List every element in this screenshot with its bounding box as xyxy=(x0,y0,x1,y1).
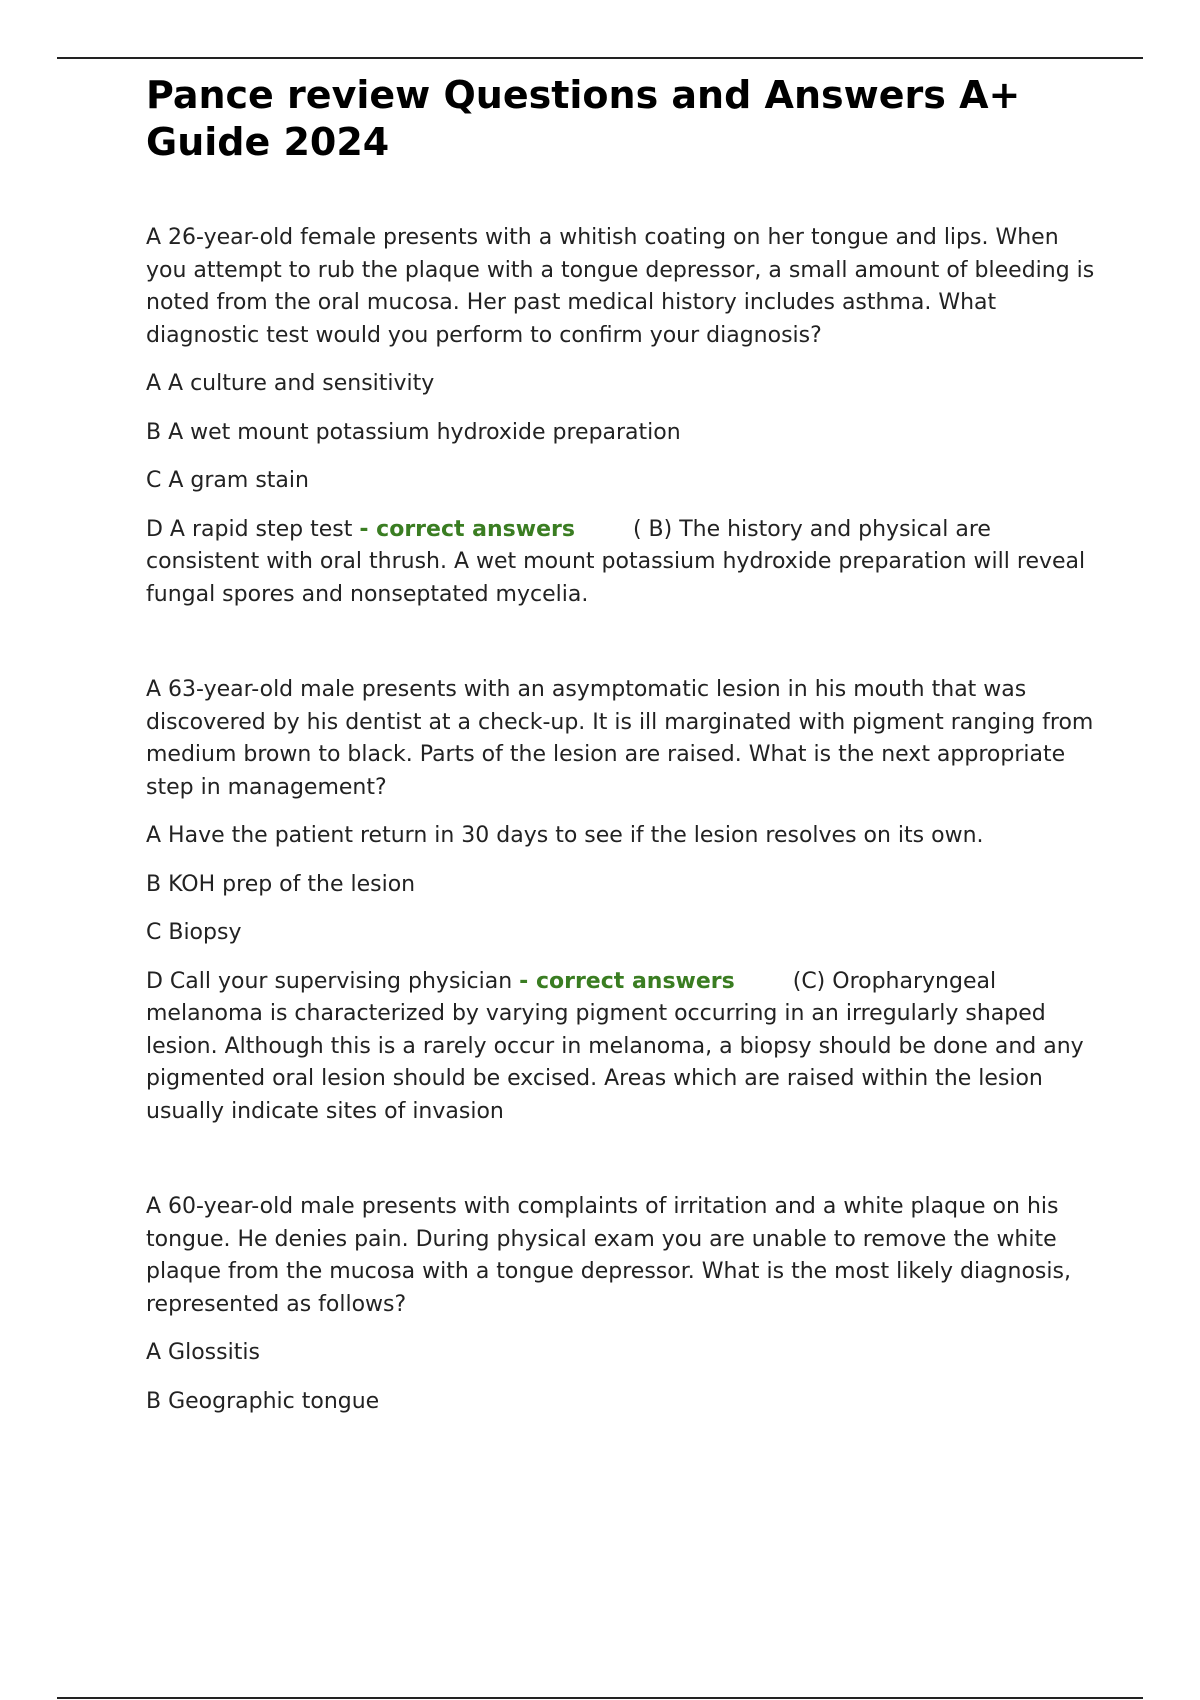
option: C A gram stain xyxy=(146,468,309,493)
question-stem: A 26-year-old female presents with a whitish coating on her tongue and lips. When you attempt to rub the plaque with a tongue depressor, a small amount of bleeding is noted from the oral mucosa. Her past medical history includes asthma. What diagnostic test would you perform to confirm your diagnosis? xyxy=(146,225,1095,348)
question-1 xyxy=(146,222,1096,611)
option: B KOH prep of the lesion xyxy=(146,871,416,897)
option: B A wet mount potassium hydroxide preparation xyxy=(146,419,681,445)
option-with-answer xyxy=(146,514,1096,612)
correct-answers-label: - correct answers xyxy=(519,968,735,994)
question-stem: A 60-year-old male presents with complaints of irritation and a white plaque on his tongue. He denies pain. During physical exam you are unable to remove the white plaque from the mucosa with a tongue depressor. What is the most likely diagnosis, represented as follows? xyxy=(146,1194,1071,1317)
document-body xyxy=(146,72,1096,1434)
question-2 xyxy=(146,674,1096,1128)
question-3 xyxy=(146,1191,1096,1418)
answer-explanation: ( B) The history and physical are consistent with oral thrush. A wet mount potassium hydroxide preparation will reveal fungal spores and nonseptated mycelia. xyxy=(146,516,1086,607)
option: A A culture and sensitivity xyxy=(146,371,435,396)
option: A Glossitis xyxy=(146,1340,260,1365)
option: D A rapid step test xyxy=(146,516,353,542)
answer-explanation: (C) Oropharyngeal melanoma is characterized by varying pigment occurring in an irregularly shaped lesion. Although this is a rarely occur in melanoma, a biopsy should be done and any pigmented oral lesion should be excised. Areas which are raised within the lesion usually indicate sites of invasion xyxy=(146,968,1084,1124)
document-title: Pance review Questions and Answers A+ Guide 2024 xyxy=(146,73,1021,164)
correct-answers-label: - correct answers xyxy=(359,516,575,542)
bottom-rule xyxy=(57,1697,1143,1699)
option: D Call your supervising physician xyxy=(146,968,513,994)
option-with-answer xyxy=(146,966,1096,1129)
question-stem: A 63-year-old male presents with an asymptomatic lesion in his mouth that was discovered by his dentist at a check-up. It is ill marginated with pigment ranging from medium brown to black. Parts of the lesion are raised. What is the next appropriate step in management? xyxy=(146,677,1094,800)
option: A Have the patient return in 30 days to see if the lesion resolves on its own. xyxy=(146,823,984,848)
option: C Biopsy xyxy=(146,920,242,945)
top-rule xyxy=(57,57,1143,59)
option: B Geographic tongue xyxy=(146,1388,380,1414)
